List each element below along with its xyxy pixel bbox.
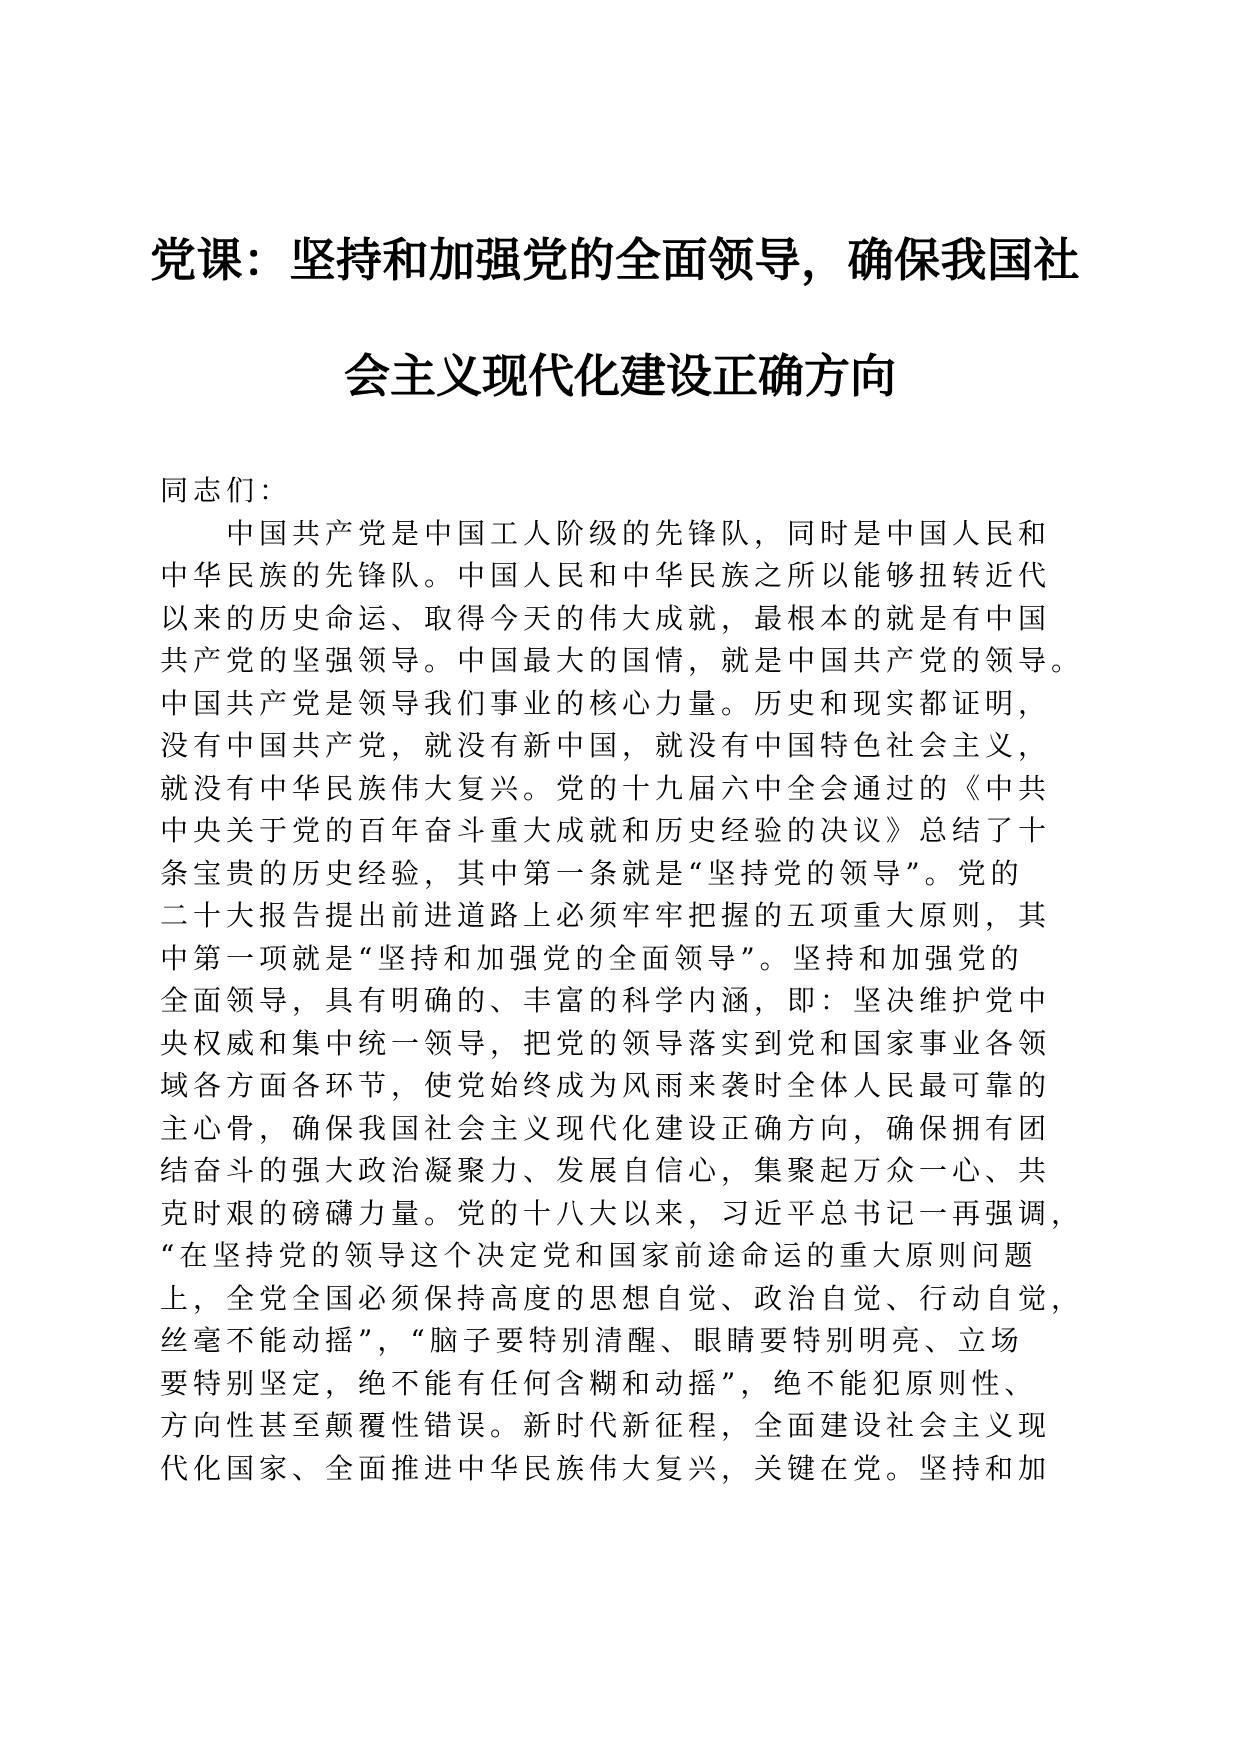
document-title-line-2: 会主义现代化建设正确方向: [344, 349, 896, 403]
body-line: 没有中国共产党，就没有新中国，就没有中国特色社会主义，: [160, 729, 1052, 762]
body-line: 要特别坚定，绝不能有任何含糊和动摇”，绝不能犯原则性、: [160, 1366, 1038, 1400]
document-body: [160, 470, 1085, 1490]
body-line: 就没有中华民族伟大复兴。党的十九届六中全会通过的《中共: [160, 771, 1052, 805]
body-line: 二十大报告提出前进道路上必须牢牢把握的五项重大原则，其: [160, 899, 1052, 932]
body-line: 中央关于党的百年奋斗重大成就和历史经验的决议》总结了十: [160, 814, 1052, 847]
body-line: 克时艰的磅礴力量。党的十八大以来，习近平总书记一再强调，: [160, 1196, 1085, 1230]
body-line: 中国共产党是领导我们事业的核心力量。历史和现实都证明，: [160, 686, 1052, 720]
body-line: 方向性甚至颠覆性错误。新时代新征程，全面建设社会主义现: [160, 1409, 1052, 1442]
body-line: 中第一项就是“坚持和加强党的全面领导”。坚持和加强党的: [160, 941, 1024, 975]
body-line: 央权威和集中统一领导，把党的领导落实到党和国家事业各领: [160, 1026, 1052, 1060]
body-line: 域各方面各环节，使党始终成为风雨来袭时全体人民最可靠的: [160, 1069, 1052, 1102]
body-line: “在坚持党的领导这个决定党和国家前途命运的重大原则问题: [160, 1239, 1038, 1272]
body-line: 结奋斗的强大政治凝聚力、发展自信心，集聚起万众一心、共: [160, 1154, 1052, 1187]
document-title-line-1: 党课：坚持和加强党的全面领导，确保我国社: [150, 233, 1080, 287]
body-line: 主心骨，确保我国社会主义现代化建设正确方向，确保拥有团: [160, 1111, 1052, 1145]
body-line: 代化国家、全面推进中华民族伟大复兴，关键在党。坚持和加: [160, 1451, 1052, 1485]
salutation: 同志们：: [160, 474, 293, 507]
body-line: 上，全党全国必须保持高度的思想自觉、政治自觉、行动自觉，: [160, 1281, 1085, 1315]
body-line: 中华民族的先锋队。中国人民和中华民族之所以能够扭转近代: [160, 559, 1052, 592]
body-line: 全面领导，具有明确的、丰富的科学内涵，即：坚决维护党中: [160, 984, 1052, 1017]
body-line: 以来的历史命运、取得今天的伟大成就，最根本的就是有中国: [160, 601, 1052, 635]
body-line: 条宝贵的历史经验，其中第一条就是“坚持党的领导”。党的: [160, 856, 1024, 890]
body-line: 丝毫不能动摇”，“脑子要特别清醒、眼睛要特别明亮、立场: [160, 1324, 1024, 1357]
body-line: 中国共产党是中国工人阶级的先锋队，同时是中国人民和: [160, 516, 1052, 550]
body-line: 共产党的坚强领导。中国最大的国情，就是中国共产党的领导。: [160, 644, 1085, 677]
